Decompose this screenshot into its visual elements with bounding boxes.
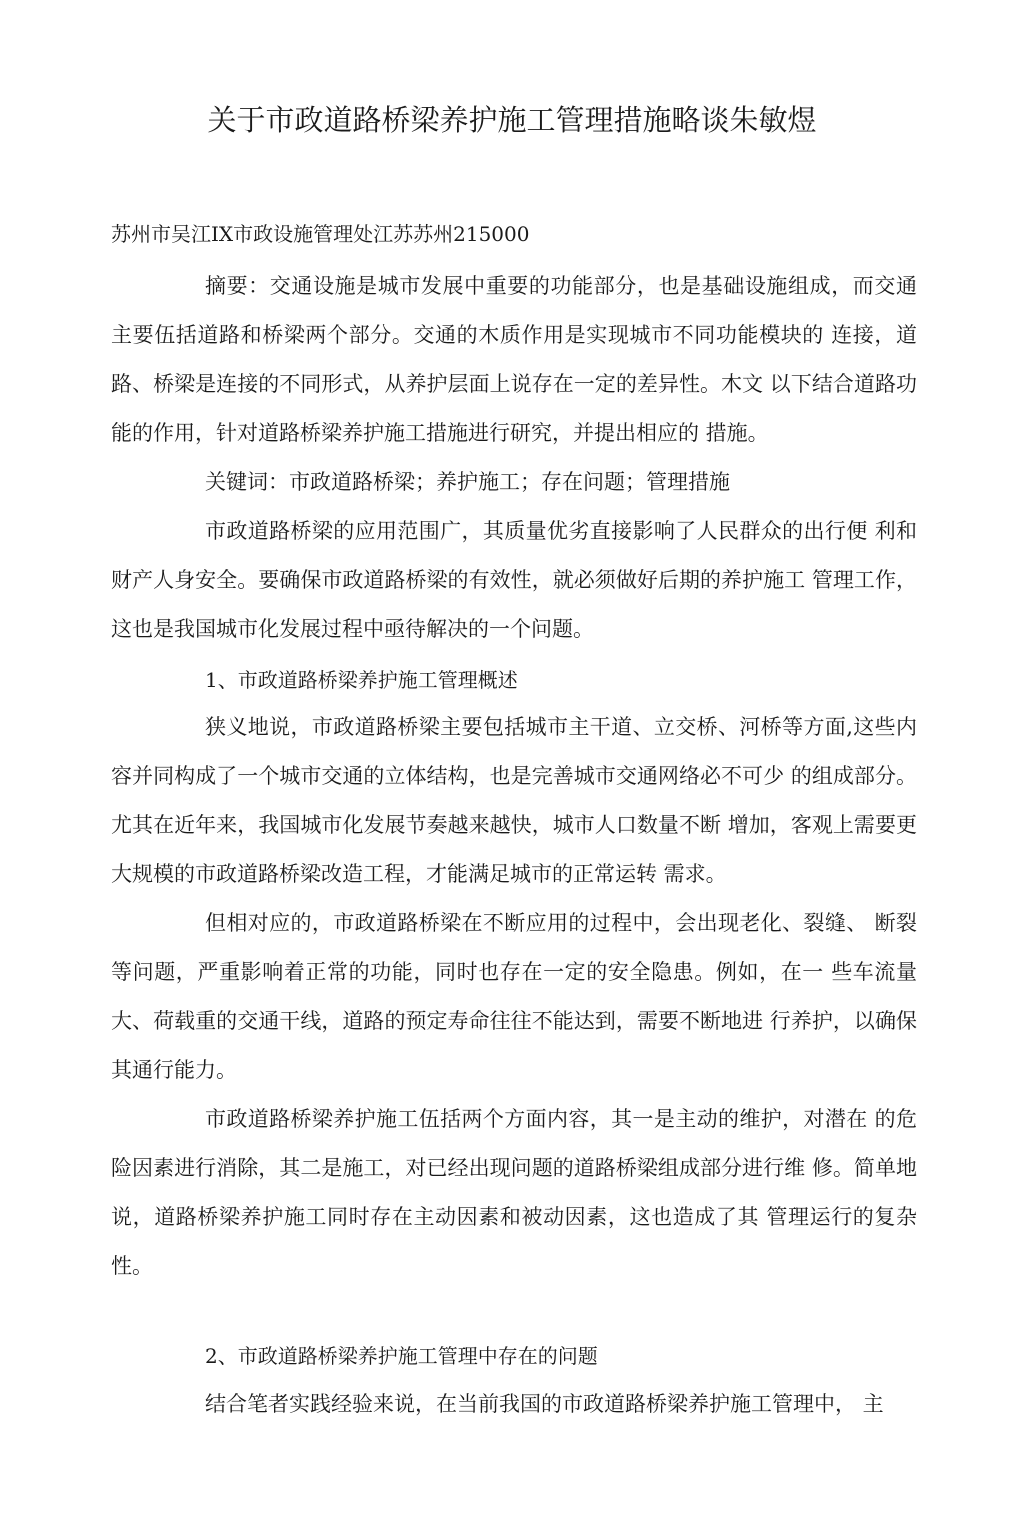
section-2-heading: 2、市政道路桥梁养护施工管理中存在的问题 [205,1344,598,1368]
section-1-paragraph-3: 市政道路桥梁养护施工伍括两个方面内容，其一是主动的维护，对潜在 的危险因素进行消除，其二是施工，对已经出现问题的道路桥梁组成部分进行维 修。简单地说，道路桥梁养护施工同时存在主动因素和被动因素，这也造成了其 管理运行的复杂性。 [111,1107,917,1278]
abstract-paragraph: 摘要：交通设施是城市发展中重要的功能部分，也是基础设施组成，而交通主要伍括道路和桥梁两个部分。交通的木质作用是实现城市不同功能模块的 连接，道路、桥梁是连接的不同形式，从养护层面上说存在一定的差异性。木文 以下结合道路功能的作用，针对道路桥梁养护施工措施进行研究，并提出相应的 措施。 [111,274,918,445]
document-title: 关于市政道路桥梁养护施工管理措施略谈朱敏煜 [207,103,817,137]
section-2-body [111,1380,917,1429]
section-1-paragraph-2: 但相对应的，市政道路桥梁在不断应用的过程中，会出现老化、裂缝、 断裂等问题，严重影响着正常的功能，同时也存在一定的安全隐患。例如，在一 些车流量大、荷载重的交通干线，道路的预定寿命往往不能达到，需要不断地进 行养护，以确保其通行能力。 [111,911,918,1082]
author-affiliation: 苏州市吴江IX市政设施管理处江苏苏州215000 [111,222,530,246]
intro-paragraph: 市政道路桥梁的应用范围广，其质量优劣直接影响了人民群众的出行便 利和财产人身安全。要确保市政道路桥梁的有效性，就必须做好后期的养护施工 管理工作，这也是我国城市化发展过程中亟待解决的一个问题。 [111,519,917,641]
section-1-heading: 1、市政道路桥梁养护施工管理概述 [205,668,518,692]
section-2-paragraph-1: 结合笔者实践经验来说，在当前我国的市政道路桥梁养护施工管理中， 主 [205,1392,884,1416]
section-1-paragraph-1: 狭义地说，市政道路桥梁主要包括城市主干道、立交桥、河桥等方面,这些内容并同构成了一个城市交通的立体结构，也是完善城市交通网络必不可少 的组成部分。尤其在近年来，我国城市化发展节奏越来越快，城市人口数量不断 增加，客观上需要更大规模的市政道路桥梁改造工程，才能满足城市的正常运转 需求。 [111,715,917,886]
section-1-body [111,703,917,1291]
keywords-paragraph: 关键词：市政道路桥梁；养护施工；存在问题；管理措施 [205,470,730,494]
abstract-block [111,262,917,654]
